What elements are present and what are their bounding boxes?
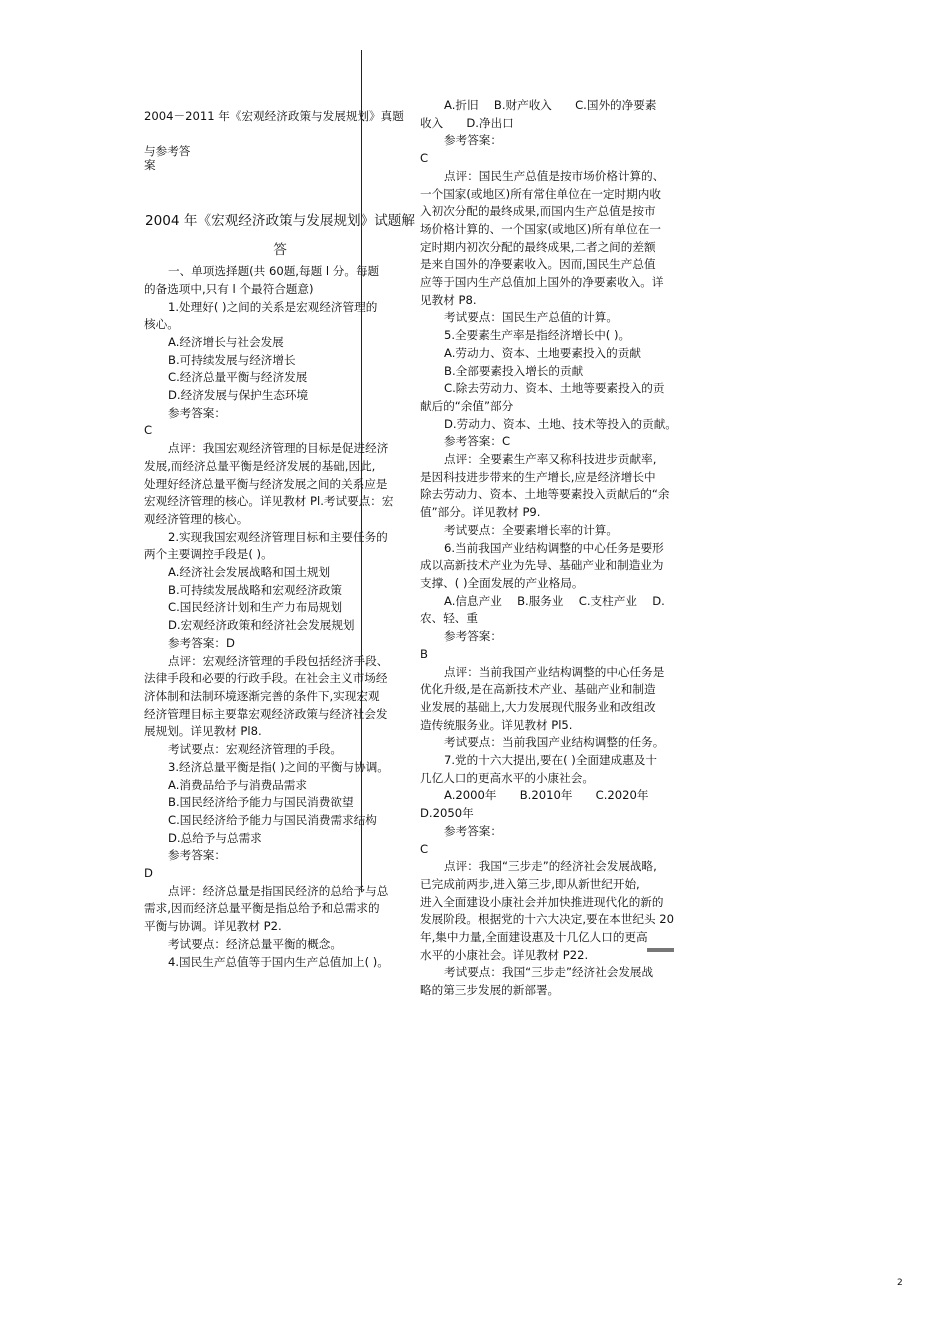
text-line: 业发展的基础上,大力发展现代服务业和改组改 [420, 699, 656, 714]
text-line: C.国民经济计划和生产力布局规划 [168, 600, 343, 615]
text-line: 水平的小康社会。详见教材 P22. [420, 947, 589, 962]
text-line: 除去劳动力、资本、土地等要素投入贡献后的“余 [420, 487, 670, 502]
text-line: 点评：经济总量是指国民经济的总给予与总 [168, 883, 389, 898]
text-line: 一、单项选择题(共 60题,每题 l 分。每题 [168, 264, 380, 279]
text-line: 支撑、( )全面发展的产业格局。 [420, 575, 584, 590]
doc-header-line-1: 2004－2011 年《宏观经济政策与发展规划》真题 [144, 109, 404, 123]
text-line: 成以高新技术产业为先导、基础产业和制造业为 [420, 558, 664, 573]
text-line: 宏观经济管理的核心。详见教材 Pl.考试要点：宏 [144, 494, 394, 509]
answer-letter: C [144, 423, 153, 438]
text-line: D.宏观经济政策和经济社会发展规划 [168, 618, 355, 633]
text-line: 参考答案： [168, 405, 226, 420]
text-line: B.可持续发展与经济增长 [168, 352, 296, 367]
text-line: 6.当前我国产业结构调整的中心任务是要形 [444, 540, 664, 555]
text-line: 考试要点：当前我国产业结构调整的任务。 [444, 735, 665, 750]
page-mark [647, 948, 674, 952]
text-line: 是因科技进步带来的生产增长,应是经济增长中 [420, 469, 656, 484]
doc-header-line-3: 案 [144, 158, 156, 173]
text-line: 核心。 [144, 317, 179, 332]
text-line: B.全部要素投入增长的贡献 [444, 363, 584, 378]
text-line: 展规划。详见教材 Pl8. [144, 724, 262, 739]
text-line: 略的第三步发展的新部署。 [420, 983, 560, 998]
text-line: 参考答案： [444, 133, 502, 148]
text-line: 点评：宏观经济管理的手段包括经济手段、 [168, 653, 389, 668]
text-line: 考试要点：宏观经济管理的手段。 [168, 742, 342, 757]
page-number: 2 [897, 1278, 903, 1288]
doc-title-line-2: 答 [273, 242, 287, 259]
answer-letter: C [420, 151, 429, 166]
text-line: 参考答案： [168, 848, 226, 863]
text-line: A.经济社会发展战略和国土规划 [168, 565, 331, 580]
text-line: 4.国民生产总值等于国内生产总值加上( )。 [168, 954, 389, 969]
text-line: 7.党的十六大提出,要在( )全面建成惠及十 [444, 753, 657, 768]
doc-title [144, 210, 416, 261]
text-line: 场价格计算的、一个国家(或地区)所有单位在一 [420, 221, 661, 236]
text-line: 参考答案：C [444, 434, 511, 449]
text-line: 处理好经济总量平衡与经济发展之间的关系应是 [144, 476, 388, 491]
answer-letter: C [420, 841, 429, 856]
answer-letter: D [144, 866, 153, 881]
text-line: 法律手段和必要的行政手段。在社会主义市场经 [144, 671, 388, 686]
text-line: A.折旧 B.财产收入 C.国外的净要素 [444, 98, 657, 112]
text-line: 值”部分。详见教材 P9. [420, 505, 541, 520]
text-line: 考试要点：我国“三步走”经济社会发展战 [444, 965, 654, 980]
text-line: 点评：当前我国产业结构调整的中心任务是 [444, 664, 665, 679]
text-line: 参考答案：D [168, 635, 235, 650]
text-line: 进入全面建设小康社会并加快推进现代化的新的 [420, 894, 664, 909]
text-line: 献后的“余值”部分 [420, 398, 514, 413]
text-line: 已完成前两步,进入第三步,即从新世纪开始, [420, 876, 640, 891]
text-line: 发展,而经济总量平衡是经济发展的基础,因此, [144, 458, 376, 473]
text-line: 2.实现我国宏观经济管理目标和主要任务的 [168, 529, 388, 544]
text-line: 考试要点：全要素增长率的计算。 [444, 522, 618, 537]
text-line: 参考答案： [444, 823, 502, 838]
text-line: 是来自国外的净要素收入。因而,国民生产总值 [420, 257, 656, 272]
text-line: 济体制和法制环境逐渐完善的条件下,实现宏观 [144, 688, 380, 703]
text-line: D.经济发展与保护生态环境 [168, 388, 309, 403]
text-line: 点评：国民生产总值是按市场价格计算的、 [444, 168, 665, 183]
text-line: 5.全要素生产率是指经济增长中( )。 [444, 328, 631, 343]
doc-title-line-1: 2004 年《宏观经济政策与发展规划》试题解 [144, 213, 415, 230]
text-line: B.可持续发展战略和宏观经济政策 [168, 582, 342, 597]
left-body [144, 263, 416, 971]
text-line: 点评：全要素生产率又称科技进步贡献率, [444, 452, 657, 467]
text-line: 1.处理好( )之间的关系是宏观经济管理的 [168, 299, 378, 314]
text-line: 收入 D.净出口 [420, 115, 514, 130]
text-line: 应等于国内生产总值加上国外的净要素收入。详 [420, 275, 664, 290]
text-line: A.消费品给予与消费品需求 [168, 777, 307, 792]
text-line: 参考答案： [444, 629, 502, 644]
text-line: 见教材 P8. [420, 292, 477, 307]
text-line: 考试要点：经济总量平衡的概念。 [168, 936, 342, 951]
text-line: 一个国家(或地区)所有常住单位在一定时期内收 [420, 186, 661, 201]
answer-letter: B [420, 646, 428, 661]
text-line: D.总给予与总需求 [168, 830, 262, 845]
left-column [144, 108, 416, 971]
text-line: 3.经济总量平衡是指( )之间的平衡与协调。 [168, 759, 389, 774]
text-line: 定时期内初次分配的最终成果,二者之间的差额 [420, 239, 656, 254]
text-line: 观经济管理的核心。 [144, 511, 249, 526]
text-line: 农、轻、重 [420, 611, 478, 626]
text-line: 平衡与协调。详见教材 P2. [144, 919, 282, 934]
text-line: 优化升级,是在高新技术产业、基础产业和制造 [420, 682, 656, 697]
text-line: 几亿人口的更高水平的小康社会。 [420, 770, 594, 785]
text-line: 需求,因而经济总量平衡是指总给予和总需求的 [144, 901, 380, 916]
text-line: C.除去劳动力、资本、土地等要素投入的贡 [444, 381, 665, 396]
text-line: 的备选项中,只有 l 个最符合题意) [144, 281, 314, 296]
text-line: A.信息产业 B.服务业 C.支柱产业 D. [444, 593, 665, 608]
text-line: 入初次分配的最终成果,而国内生产总值是按市 [420, 204, 656, 219]
text-line: 经济管理目标主要靠宏观经济政策与经济社会发 [144, 706, 388, 721]
text-line: 考试要点：国民生产总值的计算。 [444, 310, 618, 325]
text-line: 年,集中力量,全面建设惠及十几亿人口的更高 [420, 930, 648, 945]
text-line: 两个主要调控手段是( )。 [144, 547, 273, 562]
text-line: D.2050年 [420, 806, 474, 821]
doc-header-line-2: 与参考答 [144, 143, 191, 158]
text-line: D.劳动力、资本、土地、技术等投入的贡献。 [444, 416, 677, 431]
text-line: A.2000年 B.2010年 C.2020年 [444, 788, 649, 803]
text-line: C.国民经济给予能力与国民消费需求结构 [168, 812, 377, 827]
text-line: A.劳动力、资本、土地要素投入的贡献 [444, 345, 641, 360]
text-line: C.经济总量平衡与经济发展 [168, 370, 308, 385]
text-line: 造传统服务业。详见教材 Pl5. [420, 717, 573, 732]
text-line: B.国民经济给予能力与国民消费欲望 [168, 795, 354, 810]
text-line: 点评：我国宏观经济管理的目标是促进经济 [168, 441, 389, 456]
text-line: A.经济增长与社会发展 [168, 334, 284, 349]
text-line: 点评：我国“三步走”的经济社会发展战略, [444, 859, 657, 874]
right-column [420, 97, 676, 1000]
right-body [420, 97, 676, 1000]
text-line: 发展阶段。根据党的十六大决定,要在本世纪头 20 [420, 912, 674, 927]
